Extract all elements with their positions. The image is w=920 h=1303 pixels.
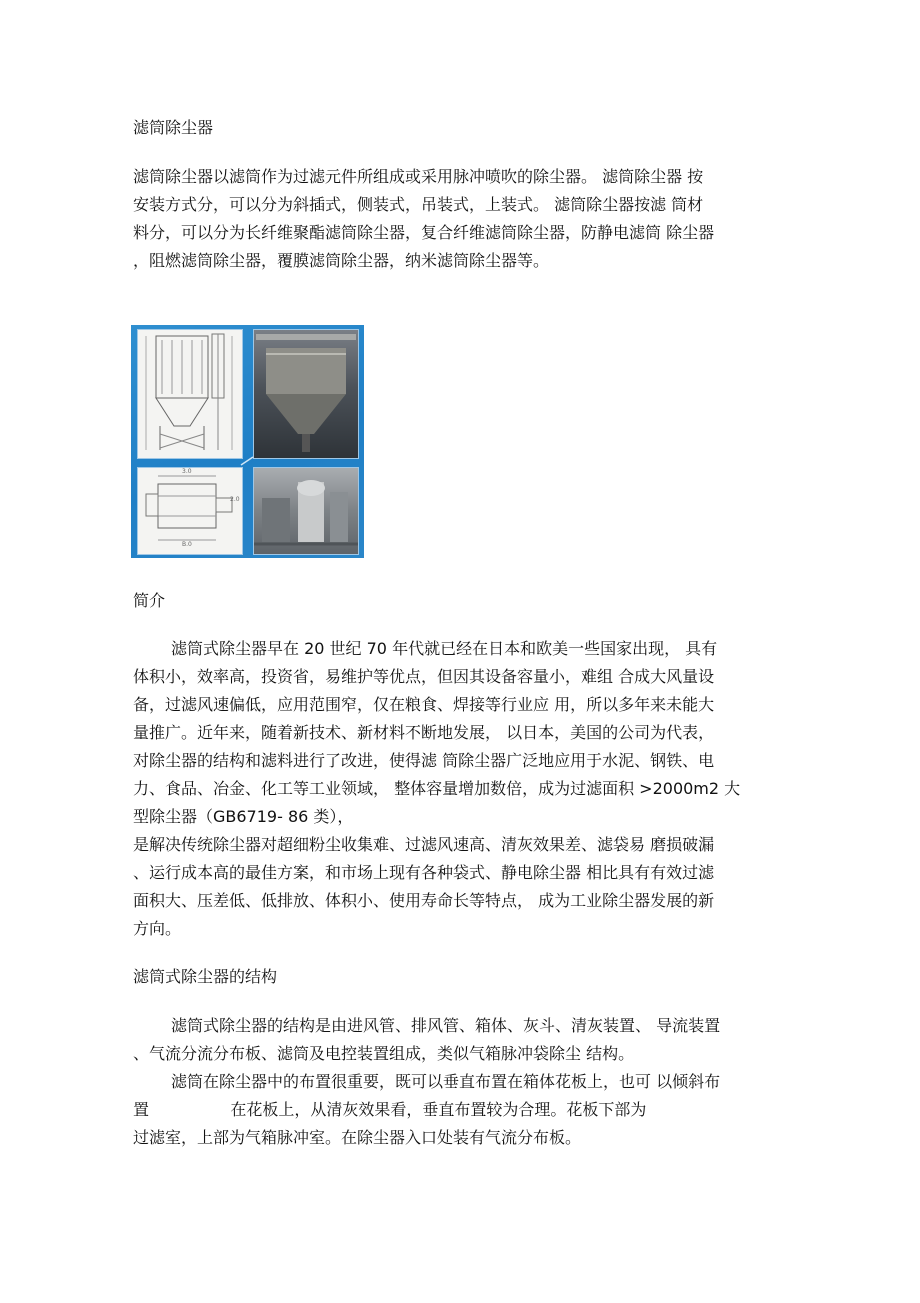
section-heading-intro: 简介 [133,591,166,610]
text-line: 力、食品、冶金、化工等工业领域， 整体容量增加数倍，成为过滤面积 >2000m2 大 [133,779,741,798]
intro-section-paragraph [133,635,775,943]
connector-line [131,325,364,558]
section-heading-structure: 滤筒式除尘器的结构 [133,967,278,986]
text-line: 置 在花板上，从清灰效果看，垂直布置较为合理。花板下部为 [133,1100,647,1119]
text-line: 过滤室，上部为气箱脉冲室。在除尘器入口处装有气流分布板。 [133,1128,582,1147]
text-line: 滤筒式除尘器早在 20 世纪 70 年代就已经在日本和欧美一些国家出现， 具有 [171,639,718,658]
structure-paragraph-1 [133,1012,775,1068]
text-line: 量推广。近年来，随着新技术、新材料不断地发展， 以日本，美国的公司为代表， [133,723,715,742]
dimension-label: 3.0 [182,468,192,475]
text-line: 安装方式分，可以分为斜插式，侧装式，吊装式，上装式。 滤筒除尘器按滤 筒材 [133,195,704,214]
text-line: 体积小，效率高，投资省，易维护等优点，但因其设备容量小，难组 合成大风量设 [133,667,715,686]
document-title: 滤筒除尘器 [133,118,214,137]
text-line: 、运行成本高的最佳方案，和市场上现有各种袋式、静电除尘器 相比具有有效过滤 [133,863,715,882]
text-line: 是解决传统除尘器对超细粉尘收集难、过滤风速高、清灰效果差、滤袋易 磨损破漏 [133,835,715,854]
dimension-label: 2.0 [230,496,240,503]
text-line: 滤筒除尘器以滤筒作为过滤元件所组成或采用脉冲喷吹的除尘器。 滤筒除尘器 按 [133,167,704,186]
text-line: 料分，可以分为长纤维聚酯滤筒除尘器，复合纤维滤筒除尘器，防静电滤筒 除尘器 [133,223,715,242]
structure-paragraph-2 [133,1068,775,1152]
text-line: 、气流分流分布板、滤筒及电控装置组成，类似气箱脉冲袋除尘 结构。 [133,1044,635,1063]
text-line: 型除尘器（GB6719- 86 类）， [133,807,354,826]
text-line: 面积大、压差低、低排放、体积小、使用寿命长等特点， 成为工业除尘器发展的新 [133,891,715,910]
dimension-label: B.0 [182,541,192,548]
text-line: 方向。 [133,919,182,938]
text-line: 对除尘器的结构和滤料进行了改进，使得滤 筒除尘器广泛地应用于水泥、钢铁、电 [133,751,715,770]
product-figure [131,325,364,558]
intro-paragraph [133,163,775,275]
text-line: 滤筒式除尘器的结构是由进风管、排风管、箱体、灰斗、清灰装置、 导流装置 [171,1016,721,1035]
text-line: ，阻燃滤筒除尘器，覆膜滤筒除尘器，纳米滤筒除尘器等。 [133,251,550,270]
text-line: 备，过滤风速偏低，应用范围窄，仅在粮食、焊接等行业应 用，所以多年来未能大 [133,695,715,714]
text-line: 滤筒在除尘器中的布置很重要，既可以垂直布置在箱体花板上，也可 以倾斜布 [171,1072,721,1091]
